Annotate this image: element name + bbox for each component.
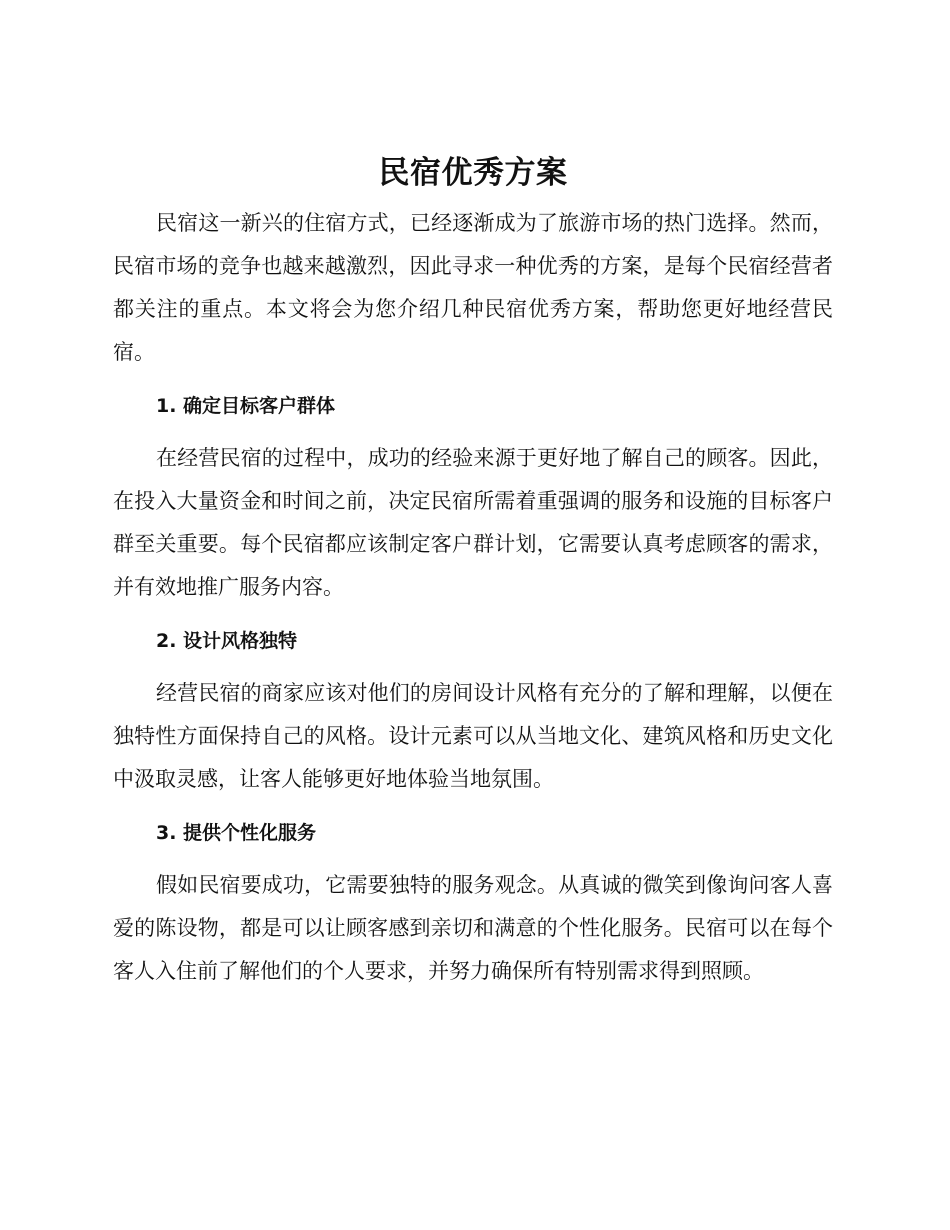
section-heading: 2. 设计风格独特: [156, 630, 298, 652]
section-paragraph: 经营民宿的商家应该对他们的房间设计风格有充分的了解和理解，以便在独特性方面保持自己的风格。设计元素可以从当地文化、建筑风格和历史文化中汲取灵感，让客人能够更好地体验当地氛围。: [113, 681, 833, 791]
page-title: 民宿优秀方案: [378, 155, 568, 191]
section-1: [113, 391, 833, 609]
section-2: [113, 626, 833, 801]
document-page: [113, 150, 833, 993]
section-paragraph: 假如民宿要成功，它需要独特的服务观念。从真诚的微笑到像询问客人喜爱的陈设物，都是可以让顾客感到亲切和满意的个性化服务。民宿可以在每个客人入住前了解他们的个人要求，并努力确保所有特别需求得到照顾。: [113, 873, 833, 983]
intro-paragraph: 民宿这一新兴的住宿方式，已经逐渐成为了旅游市场的热门选择。然而，民宿市场的竞争也越来越激烈，因此寻求一种优秀的方案，是每个民宿经营者都关注的重点。本文将会为您介绍几种民宿优秀方案，帮助您更好地经营民宿。: [113, 211, 833, 364]
section-heading: 3. 提供个性化服务: [156, 822, 317, 844]
section-heading: 1. 确定目标客户群体: [156, 395, 336, 417]
section-3: [113, 818, 833, 993]
section-paragraph: 在经营民宿的过程中，成功的经验来源于更好地了解自己的顾客。因此，在投入大量资金和时间之前，决定民宿所需着重强调的服务和设施的目标客户群至关重要。每个民宿都应该制定客户群计划，它需要认真考虑顾客的需求，并有效地推广服务内容。: [113, 446, 833, 599]
